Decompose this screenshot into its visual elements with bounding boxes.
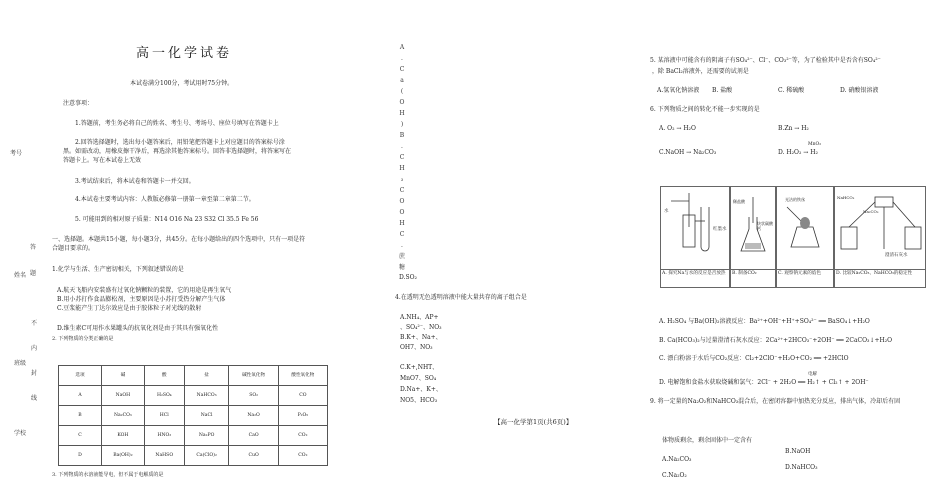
experiment-label: 光洁的铁丝 [785, 197, 805, 202]
experiment-label: 水 [664, 209, 669, 214]
vertical-char: C [399, 231, 405, 238]
page-title: 高一化学试卷 [136, 46, 233, 61]
table-cell: CuO [229, 446, 278, 466]
experiment-panel-c [776, 186, 834, 288]
table-cell: D [59, 446, 102, 466]
option-d-so2: D.SO₂ [399, 274, 417, 281]
experiment-panel-a [660, 186, 730, 288]
question-5-option-d: D. 硝酸银溶液 [840, 87, 879, 94]
equation-option-d: D. 电解饱和食盐水获取烧碱和氯气：2Cl⁻ + 2H₂O ══ H₂↑ + Cl₂↑ + 2OH⁻ [659, 379, 869, 386]
note-5: 5. 可能用到的相对原子质量：N14 O16 Na 23 S32 Cl 35.5 Fe 56 [75, 216, 259, 223]
vertical-char: O [399, 198, 405, 205]
question-9-stem: 9. 将一定量的Na₂O₂和NaHCO₃混合后，在密闭容器中加热充分反应，排出气体，冷却后有固 [650, 398, 901, 405]
side-label-line: 线 [31, 395, 38, 402]
vertical-char: . [401, 242, 403, 249]
question-5-stem: 5. 某溶液中可能含有的阴离子有SO₄²⁻、Cl⁻、CO₃²⁻等，为了检验其中是否含有SO₄²⁻ [650, 57, 881, 64]
equation-option-b: B. Ca(HCO₃)₂与过量澄清石灰水反应：2Ca²⁺+2HCO₃⁻+2OH⁻ ══ 2CaCO₃↓+H₂O [659, 337, 893, 344]
vertical-char: C [399, 187, 405, 194]
question-1-option-d: D.维生素C可用作水果罐头的抗氧化剂是由于其具有强氧化性 [57, 325, 219, 332]
experiment-caption-c: C. 观察钠元素的焰色 [777, 269, 833, 287]
question-1-option-a: A.航天飞船内安装盛有过氧化钠颗粒的装置，它的用途是再生氧气 [57, 287, 232, 294]
table-cell: CO₂ [278, 446, 327, 466]
reaction-condition: MnO₂ [808, 142, 821, 147]
experiment-label: 澄清石灰水 [885, 253, 908, 258]
question-9-stem-cont: 体物质剩余，剩余固体中一定含有 [662, 437, 753, 444]
vertical-char: H [399, 110, 405, 117]
question-4-line: NO5、HCO₃ [400, 397, 438, 404]
experiment-label: 块状碳酸钙 [757, 221, 773, 231]
question-9-option-d: D.NaHCO₃ [785, 464, 818, 471]
notes-heading: 注意事项： [63, 100, 94, 107]
experiment-panel-b [730, 186, 776, 288]
table-cell: H₂SO₄ [144, 386, 184, 406]
exam-info: 本试卷满分100分，考试用时75分钟。 [130, 80, 234, 87]
vertical-char: 蔗 [398, 253, 405, 260]
question-5-stem-cont: ，除 BaCl₂溶液外，还需要的试剂是 [652, 68, 749, 75]
table-cell: A [59, 386, 102, 406]
note-3: 3.考试结束后，将本试卷和答题卡一并交回。 [75, 178, 195, 185]
table-cell: Na₂O [229, 406, 278, 426]
vertical-char: C [399, 66, 405, 73]
equation-option-a: A. H₂SO₄ 与Ba(OH)₂溶液反应：Ba²⁺+OH⁻+H⁺+SO₄²⁻ ══ BaSO₄↓+H₂O [659, 318, 870, 325]
experiment-label: NaHCO₃ [837, 195, 855, 200]
table-cell: CO₂ [278, 426, 327, 446]
table-row [59, 406, 328, 426]
note-2-cont2: 答题卡上。写在本试卷上无效 [63, 157, 142, 164]
question-9-option-c: C.Na₂O₂ [662, 472, 687, 479]
table-header-cell: 酸性氧化物 [278, 366, 327, 386]
table-cell: HNO₃ [144, 426, 184, 446]
table-header-cell: 选项 [59, 366, 102, 386]
question-6-option-b: B.Zn → H₂ [778, 125, 809, 132]
side-label-exam-no: 考号 [10, 150, 23, 157]
vertical-char: H [399, 165, 405, 172]
table-cell: B [59, 406, 102, 426]
table-cell: CO [278, 386, 327, 406]
question-6-stem: 6. 下列物质之间的转化不能一步实现的是 [650, 106, 760, 113]
section-1-instruction: 一、选择题。本题共15小题，每小题3分，共45分。在每小题给出的四个选项中，只有一项是符 [52, 236, 306, 243]
side-label-question: 题 [30, 270, 37, 277]
table-cell: SO₂ [229, 386, 278, 406]
question-4-stem: 4.在透明无色透明溶液中能大量共存的离子组合是 [395, 294, 527, 301]
experiment-panel-d [834, 186, 926, 288]
vertical-char: . [401, 55, 403, 62]
table-cell: HCl [144, 406, 184, 426]
table-cell: Na₂PO [184, 426, 229, 446]
reaction-condition: 电解 [808, 372, 817, 377]
table-cell: Ca(ClO)₂ [184, 446, 229, 466]
question-4-line: D.Na+、K+、 [400, 386, 442, 393]
table-cell: NaOH [102, 386, 145, 406]
vertical-char: A [399, 44, 405, 51]
vertical-char: . [401, 143, 403, 150]
experiment-caption-d: D. 比较Na₂CO₃、NaHCO₃的稳定性 [835, 269, 925, 287]
vertical-char: O [399, 99, 405, 106]
vertical-char: a [400, 77, 404, 84]
section-1-instruction-cont: 合题目要求的。 [52, 245, 95, 252]
question-9-option-a: A.Na₂CO₃ [662, 456, 692, 463]
experiment-label: 红墨水 [713, 227, 727, 232]
table-header-cell: 碱性氧化物 [229, 366, 278, 386]
question-9-option-b: B.NaOH [785, 448, 811, 455]
question-4-line: B.K+、Na+、 [400, 334, 442, 341]
table-cell: NaHCO₃ [184, 386, 229, 406]
note-2: 2.回答选择题时，选出每小题答案后，用铅笔把答题卡上对应题目的答案标号涂 [75, 139, 285, 146]
question-6-option-d: D. H₂O₂ → H₂ [778, 149, 818, 156]
table-header-row [59, 366, 328, 386]
vertical-char: ( [400, 88, 404, 95]
side-label-school: 学校 [14, 430, 27, 437]
experiment-label: Na₂CO₃ [863, 209, 879, 214]
table-cell: Na₂CO₃ [102, 406, 145, 426]
note-4: 4.本试卷主要考试内容：人教版必修第一册第一章至第二章第二节。 [75, 196, 255, 203]
question-4-line: 、SO₄²⁻、NO₃ [400, 324, 442, 331]
table-cell: Ba(OH)₂ [102, 446, 145, 466]
table-cell: P₂O₅ [278, 406, 327, 426]
experiment-caption-b: B. 制备CO₂ [731, 269, 775, 287]
note-1: 1.答题前，考生务必将自己的姓名、考生号、考场号、座位号填写在答题卡上 [75, 120, 279, 127]
experiment-caption-a: A. 探究Na与水的反应是否放热 [661, 269, 729, 287]
question-2-stem: 2. 下列物质的分类正确的是 [52, 336, 114, 342]
vertical-char: H [399, 220, 405, 227]
question-4-line: A.NH₄、AP+ [400, 314, 439, 321]
table-header-cell: 盐 [184, 366, 229, 386]
vertical-char: ₃ [400, 176, 404, 183]
table-cell: CaO [229, 426, 278, 446]
table-header-cell: 碱 [102, 366, 145, 386]
note-2-cont: 黑。如需改动，用橡皮擦干净后，再选涂其他答案标号。回答非选择题时，将答案写在 [63, 148, 292, 155]
table-row [59, 426, 328, 446]
question-6-option-a: A. O₂ → H₂O [659, 125, 696, 132]
question-5-option-c: C. 稀硫酸 [778, 87, 805, 94]
question-5-option-a: A.氢氧化钠溶液 [657, 87, 700, 94]
equation-option-c: C. 漂白粉溶于水后与CO₂反应：Cl₂+2ClO⁻+H₂O+CO₂ ══ +2HClO [659, 355, 849, 362]
page-footer: 【高一化学第1页(共6页)】 [494, 418, 573, 426]
classification-table [58, 365, 328, 466]
question-3-stem: 3. 下列物质的水溶液能导电，但不属于电解质的是 [52, 472, 164, 478]
question-4-line: OH7、NO₃ [400, 344, 433, 351]
table-cell: NaCl [184, 406, 229, 426]
table-header-cell: 酸 [144, 366, 184, 386]
question-4-line: MnO7、SO₄ [400, 375, 437, 382]
vertical-char: C [399, 154, 405, 161]
vertical-char: 糖 [398, 264, 405, 271]
experiment-label: 稀盐酸 [733, 199, 745, 204]
question-1-option-b: B.用小苏打作食品膨松剂，主要原因是小苏打受热分解产生气体 [57, 296, 226, 303]
question-1-stem: 1.化学与生活、生产密切相关，下列叙述错误的是 [52, 266, 184, 273]
question-1-option-c: C.豆浆能产生丁达尔效应是由于胶体粒子对光线的散射 [57, 305, 202, 312]
side-label-class: 班级 [14, 360, 27, 367]
vertical-char: O [399, 209, 405, 216]
side-label-not: 不 [31, 320, 38, 327]
side-label-answer: 答 [30, 244, 37, 251]
question-4-line: C.K+,NHT、 [400, 364, 439, 371]
side-label-seal: 封 [31, 370, 38, 377]
table-cell: NaHSO [144, 446, 184, 466]
table-row [59, 446, 328, 466]
table-cell: C [59, 426, 102, 446]
side-label-name: 姓名 [14, 272, 27, 279]
table-cell: KOH [102, 426, 145, 446]
vertical-char: B [399, 132, 405, 139]
question-6-option-c: C.NaOH → Na₂CO₃ [659, 149, 717, 156]
side-label-inner: 内 [31, 345, 38, 352]
table-row [59, 386, 328, 406]
question-5-option-b: B. 盐酸 [712, 87, 733, 94]
vertical-char: ) [400, 121, 404, 128]
